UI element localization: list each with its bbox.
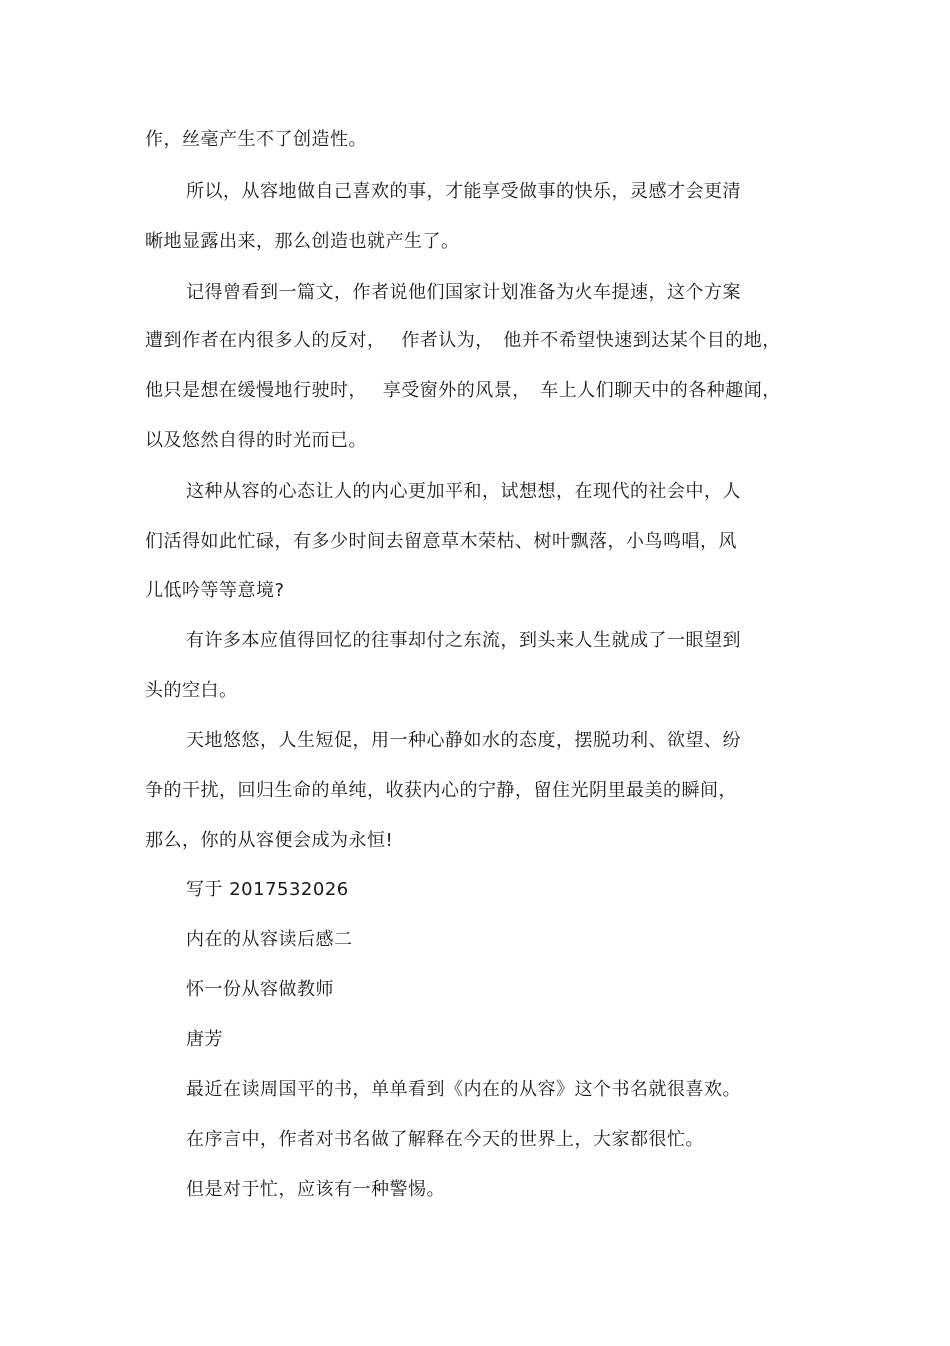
text-line: 这种从容的心态让人的内心更加平和，试想想，在现代的社会中，人 [186,481,741,502]
section-title: 内在的从容读后感二 [186,929,353,950]
text-line: 记得曾看到一篇文，作者说他们国家计划准备为火车提速，这个方案 [186,282,741,303]
text-line: 但是对于忙，应该有一种警惕。 [186,1179,445,1200]
text-line: 晰地显露出来，那么创造也就产生了。 [145,231,460,252]
text-line: 作，丝毫产生不了创造性。 [145,129,367,150]
text-line: 最近在读周国平的书，单单看到《内在的从容》这个书名就很喜欢。 [186,1079,741,1100]
text-line: 遭到作者在内很多人的反对， 作者认为， 他并不希望快速到达某个目的地， [145,330,781,351]
text-line: 所以，从容地做自己喜欢的事，才能享受做事的快乐，灵感才会更清 [186,181,741,202]
author-name: 唐芳 [186,1029,223,1050]
text-line: 有许多本应值得回忆的往事却付之东流，到头来人生就成了一眼望到 [186,630,741,651]
text-line: 他只是想在缓慢地行驶时， 享受窗外的风景， 车上人们聊天中的各种趣闻， [145,380,781,401]
text-line: 天地悠悠，人生短促，用一种心静如水的态度，摆脱功利、欲望、纷 [186,730,741,751]
text-line: 在序言中，作者对书名做了解释在今天的世界上，大家都很忙。 [186,1129,704,1150]
date-line: 写于 2017532026 [186,879,349,900]
text-line: 以及悠然自得的时光而已。 [145,430,367,451]
text-line: 争的干扰，回归生命的单纯，收获内心的宁静，留住光阴里最美的瞬间， [145,780,737,801]
text-line: 们活得如此忙碌，有多少时间去留意草木荣枯、树叶飘落，小鸟鸣唱，风 [145,531,737,552]
text-line: 那么，你的从容便会成为永恒! [145,830,394,851]
article-title: 怀一份从容做教师 [186,979,334,1000]
text-line: 儿低吟等等意境? [145,580,285,601]
text-line: 头的空白。 [145,680,238,701]
